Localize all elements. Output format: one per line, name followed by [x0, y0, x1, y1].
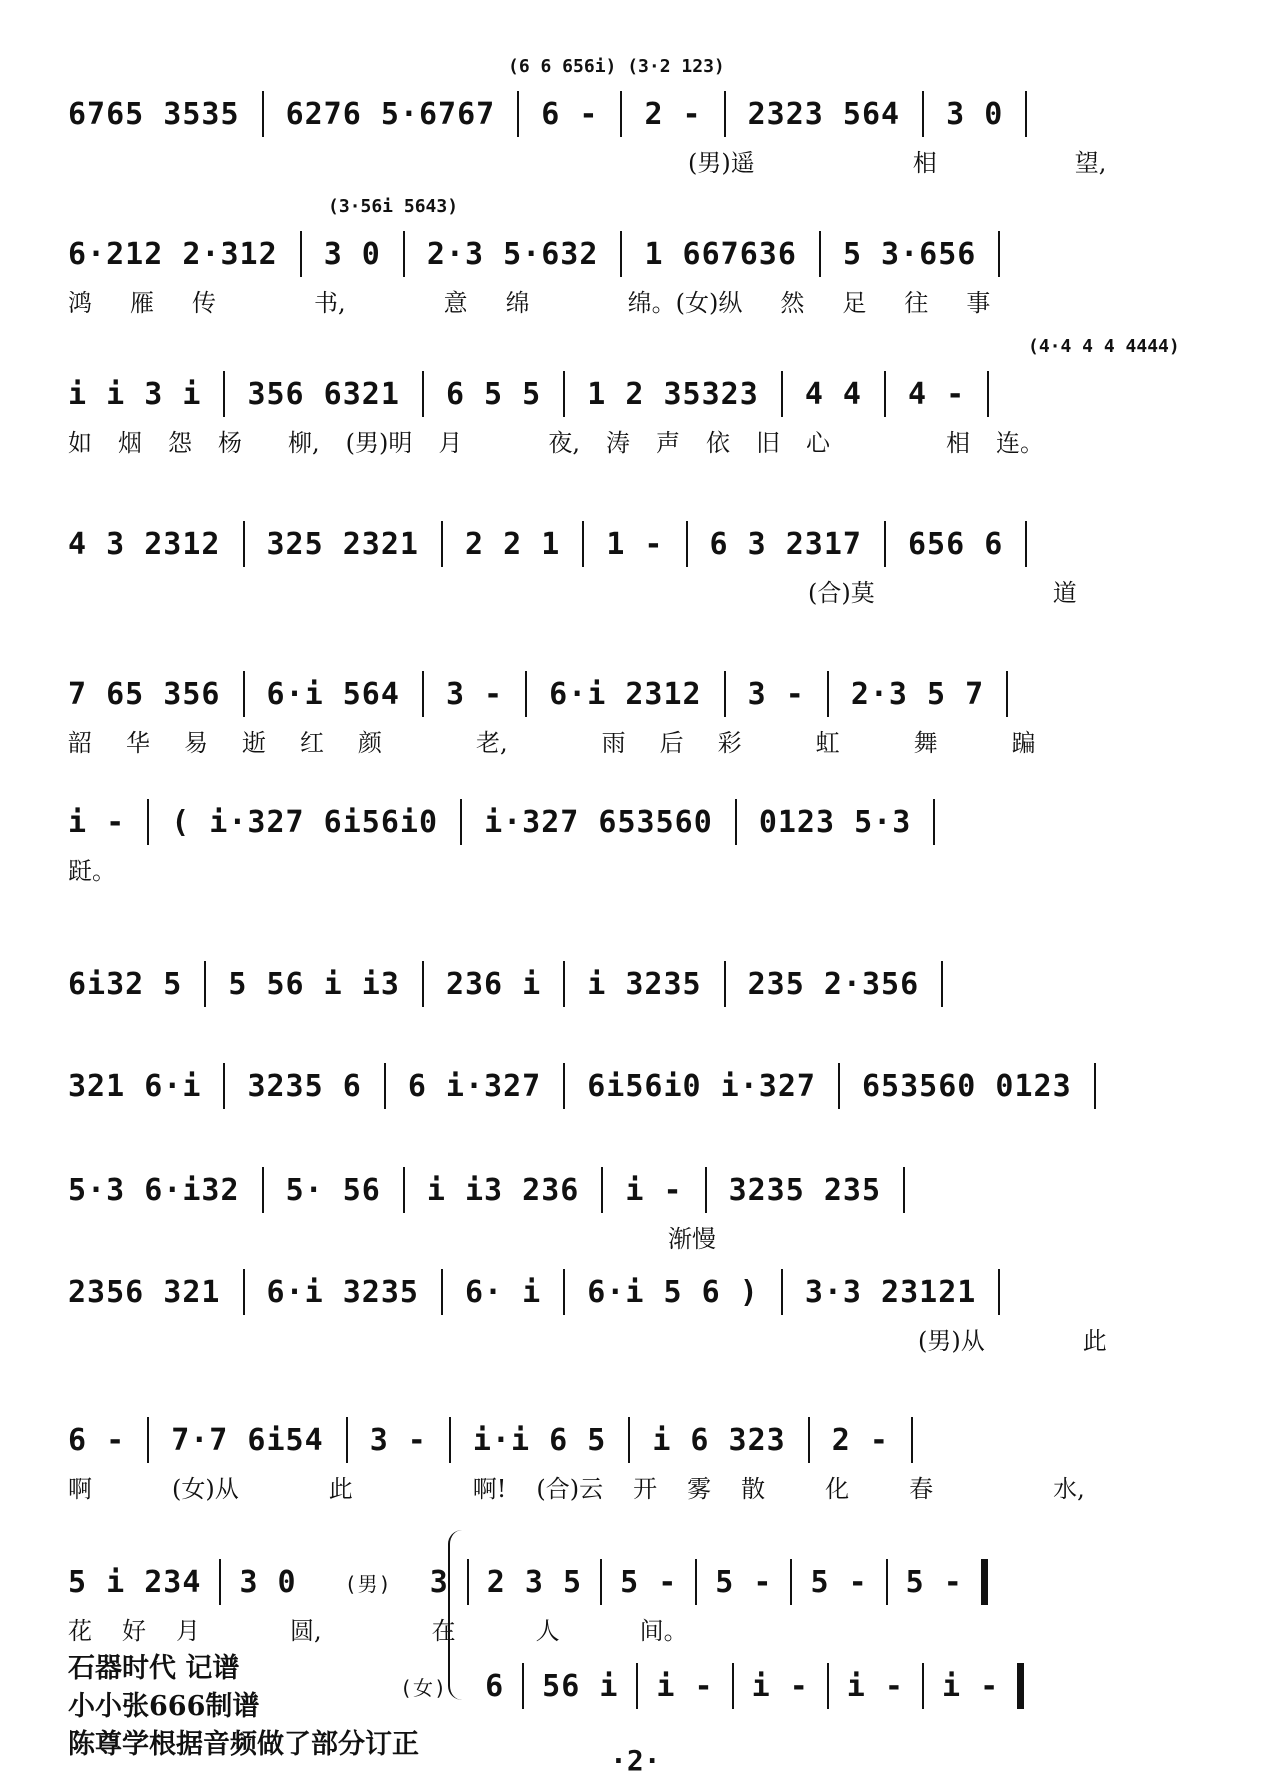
measure: i -	[751, 1668, 809, 1704]
measure: 2 -	[831, 1422, 889, 1458]
measure: 4 -	[908, 376, 966, 412]
bar-line	[219, 1559, 221, 1605]
bar-line	[441, 521, 443, 567]
lyric: 逝	[242, 728, 266, 757]
bar-line	[422, 671, 424, 717]
bar-line	[204, 961, 206, 1007]
bar-line	[911, 1417, 913, 1463]
lyric: (男)从	[918, 1326, 985, 1355]
bar-line	[223, 1063, 225, 1109]
measure: 56 i	[542, 1668, 619, 1704]
bar-line	[522, 1663, 524, 1709]
lyric: 舞	[913, 728, 938, 757]
measure: 656 6	[908, 526, 1004, 562]
bar-line	[808, 1417, 810, 1463]
score-system-9	[68, 1168, 1218, 1264]
bar-line	[724, 91, 726, 137]
lyric: 易	[184, 728, 208, 757]
voice-label-female: (女)	[400, 1675, 448, 1700]
measure: 6·i 2312	[549, 676, 702, 712]
measure: 325 2321	[266, 526, 419, 562]
measure: 2323 564	[747, 96, 901, 132]
lyric: 道	[1052, 578, 1077, 607]
measure: i -	[68, 804, 126, 840]
measure: i·327 653560	[484, 804, 713, 840]
lyric: 散	[741, 1474, 766, 1503]
lyric: 柳,	[288, 428, 320, 457]
lyric: 华	[126, 728, 150, 757]
measure: i 3235	[587, 966, 702, 1002]
measure: 3 0	[323, 236, 381, 272]
measure: 6 -	[541, 96, 599, 132]
measure: 5 -	[905, 1564, 963, 1600]
measure: 4 4	[804, 376, 862, 412]
bar-line	[620, 231, 622, 277]
measure: i -	[941, 1668, 1000, 1704]
measure: 3	[429, 1564, 449, 1600]
lyric: 如	[68, 428, 92, 457]
measure: 7·7 6i54	[171, 1422, 324, 1458]
voice-brace	[448, 1530, 470, 1700]
measure: 5 -	[715, 1564, 773, 1600]
bar-line	[422, 371, 424, 417]
bar-line	[819, 231, 821, 277]
bar-line	[563, 961, 565, 1007]
lyric: (男)明	[345, 428, 413, 457]
measure: 2 3 5	[486, 1564, 583, 1600]
lyric: 往	[904, 288, 929, 317]
voice-label-male: (男)	[344, 1571, 392, 1596]
lyric: 烟	[118, 428, 142, 457]
score-system-12-male	[68, 1560, 1218, 1656]
lyric: 在	[431, 1616, 456, 1645]
lyric: 相	[946, 428, 971, 457]
score-system-5	[68, 672, 1218, 768]
measure: 5 3·656	[842, 236, 977, 272]
final-barline	[981, 1559, 988, 1605]
bar-line	[620, 91, 622, 137]
lyric: 连。	[996, 428, 1045, 457]
lyric: 韶	[68, 728, 92, 757]
lyric: 啊!	[472, 1474, 507, 1503]
lyric: (男)遥	[688, 148, 755, 177]
bar-line	[827, 671, 829, 717]
lyric: 红	[300, 728, 324, 757]
measure: 3 -	[369, 1422, 427, 1458]
bar-line	[223, 371, 225, 417]
measure: 6 5 5	[445, 376, 542, 412]
score-system-10	[68, 1270, 1218, 1366]
bar-line	[300, 231, 302, 277]
measure: 3 0	[946, 96, 1004, 132]
bar-line	[838, 1063, 840, 1109]
lyric: 此	[1082, 1326, 1107, 1355]
lyric: 间。	[639, 1616, 688, 1645]
lyric: 雨	[601, 728, 626, 757]
measure: 5 -	[810, 1564, 868, 1600]
measure: 6i56i0 i·327	[587, 1068, 816, 1104]
measure: 6· i	[465, 1274, 542, 1310]
measure: 2 -	[644, 96, 702, 132]
lyric: 啊	[68, 1474, 92, 1503]
measure: i i 3 i	[68, 376, 202, 412]
lyric: 此	[328, 1474, 353, 1503]
bar-line	[998, 231, 1000, 277]
measure: 6·i 3235	[266, 1274, 419, 1310]
lyric: 书,	[314, 288, 346, 317]
measure: 1 2 35323	[587, 376, 759, 412]
cue-notes: (4·4 4 4 4444)	[1028, 336, 1180, 357]
lyric: 杨	[218, 428, 242, 457]
lyric: 跹。	[68, 856, 116, 885]
lyric: 绵。(女)纵	[627, 288, 743, 317]
measure: 3 -	[445, 676, 504, 712]
bar-line	[563, 1269, 565, 1315]
measure: 6276 5·6767	[285, 96, 496, 132]
lyric: 颜	[358, 728, 382, 757]
measure: 653560 0123	[862, 1068, 1072, 1104]
bar-line	[987, 371, 989, 417]
measure: i -	[656, 1668, 714, 1704]
measure: 5 -	[620, 1564, 678, 1600]
score-system-4	[68, 522, 1218, 618]
bar-line	[449, 1417, 451, 1463]
bar-line	[705, 1167, 707, 1213]
measure: 6·i 564	[266, 676, 400, 712]
measure: 3 -	[747, 676, 805, 712]
credit-line: 石器时代 记谱	[68, 1653, 240, 1684]
bar-line	[147, 1417, 149, 1463]
bar-line	[724, 961, 726, 1007]
bar-line	[243, 671, 245, 717]
lyric: 好	[122, 1616, 146, 1645]
bar-line	[262, 91, 264, 137]
bar-line	[1025, 91, 1027, 137]
lyric: 涛	[606, 428, 631, 457]
credit-line: 陈尊学根据音频做了部分订正	[68, 1729, 419, 1760]
bar-line	[403, 231, 405, 277]
bar-line	[790, 1559, 792, 1605]
measure: 6i32 5	[68, 966, 183, 1002]
bar-line	[884, 371, 886, 417]
measure: ( i·327 6i56i0	[171, 804, 439, 840]
measure: 321 6·i	[68, 1068, 202, 1104]
measure: 1 -	[606, 526, 664, 562]
bar-line	[922, 1663, 924, 1709]
measure: 6 -	[68, 1422, 126, 1458]
measure: 6765 3535	[68, 96, 240, 132]
measure: i 6 323	[652, 1422, 786, 1458]
bar-line	[460, 799, 462, 845]
score-system-3	[68, 336, 1218, 468]
bar-line	[735, 799, 737, 845]
bar-line	[998, 1269, 1000, 1315]
lyric: 圆,	[290, 1616, 322, 1645]
lyric: 花	[68, 1616, 92, 1645]
measure: 3 0	[239, 1564, 297, 1600]
lyric: 水,	[1053, 1474, 1085, 1503]
lyric: 足	[842, 288, 867, 317]
measure: 235 2·356	[747, 966, 920, 1002]
credit-line: 小小张666制谱	[68, 1691, 260, 1722]
score-system-8	[68, 1064, 1218, 1124]
lyric: 雾	[687, 1474, 712, 1503]
lyric: 虹	[815, 728, 840, 757]
lyric: 然	[780, 288, 805, 317]
lyric: (女)从	[172, 1474, 239, 1503]
lyric: 望,	[1074, 148, 1107, 177]
bar-line	[243, 521, 245, 567]
measure: 2·3 5·632	[426, 236, 599, 272]
measure: 2·3 5 7	[850, 676, 985, 712]
bar-line	[600, 1559, 602, 1605]
lyric: 怨	[168, 428, 192, 457]
measure: 0123 5·3	[758, 804, 912, 840]
bar-line	[1094, 1063, 1096, 1109]
lyric: 化	[825, 1474, 850, 1503]
measure: 6·212 2·312	[68, 236, 278, 272]
score-system-7	[68, 962, 1218, 1022]
measure: 3·3 23121	[804, 1274, 977, 1310]
lyric: 绵	[505, 288, 530, 317]
lyric: 人	[535, 1616, 560, 1645]
lyric: 老,	[476, 728, 508, 757]
bar-line	[827, 1663, 829, 1709]
measure: 2 2 1	[465, 526, 561, 562]
lyric: 依	[706, 428, 731, 457]
score-system-6	[68, 800, 1218, 896]
bar-line	[732, 1663, 734, 1709]
bar-line	[886, 1559, 888, 1605]
lyric: 意	[443, 288, 468, 317]
measure: 6 i·327	[407, 1068, 542, 1104]
lyric: 夜,	[548, 428, 581, 457]
bar-line	[884, 521, 886, 567]
bar-line	[1025, 521, 1027, 567]
bar-line	[563, 1063, 565, 1109]
bar-line	[903, 1167, 905, 1213]
lyric: 雁	[130, 288, 154, 317]
bar-line	[724, 671, 726, 717]
lyric: 心	[806, 428, 831, 457]
bar-line	[781, 371, 783, 417]
measure: 1 667636	[644, 236, 797, 272]
bar-line	[941, 961, 943, 1007]
tempo-marking: 渐慢	[668, 1224, 716, 1253]
bar-line	[262, 1167, 264, 1213]
bar-line	[525, 671, 527, 717]
lyric: 开	[633, 1474, 658, 1503]
measure: 3235 6	[247, 1068, 362, 1104]
measure: 6·i 5 6 )	[587, 1274, 759, 1310]
bar-line	[933, 799, 935, 845]
measure: i i3 236	[426, 1172, 580, 1208]
bar-line	[628, 1417, 630, 1463]
measure: 7 65 356	[68, 676, 221, 712]
measure: 4 3 2312	[68, 526, 221, 562]
cue-notes: (6 6 656i) (3·2 123)	[508, 56, 725, 77]
measure: 5·3 6·i32	[68, 1172, 240, 1208]
measure: i -	[846, 1668, 904, 1704]
bar-line	[441, 1269, 443, 1315]
measure: i -	[625, 1172, 683, 1208]
score-system-11	[68, 1418, 1218, 1514]
bar-line	[781, 1269, 783, 1315]
bar-line	[922, 91, 924, 137]
bar-line	[147, 799, 149, 845]
bar-line	[582, 521, 584, 567]
lyric: 月	[438, 428, 463, 457]
measure: 236 i	[445, 966, 542, 1002]
measure: i·i 6 5	[472, 1422, 607, 1458]
lyric: 传	[192, 288, 216, 317]
score-system-2	[68, 196, 1218, 328]
bar-line	[403, 1167, 405, 1213]
bar-line	[517, 91, 519, 137]
lyric: 旧	[756, 428, 781, 457]
measure: 2356 321	[68, 1274, 221, 1310]
lyric: 蹁	[1011, 728, 1036, 757]
lyric: 彩	[717, 728, 742, 757]
measure: 6	[485, 1668, 505, 1704]
bar-line	[695, 1559, 697, 1605]
page-number: ·2·	[610, 1744, 661, 1777]
lyric: 鸿	[68, 288, 92, 317]
lyric: 月	[176, 1616, 200, 1645]
measure: 6 3 2317	[709, 526, 862, 562]
bar-line	[563, 371, 565, 417]
measure: 5 56 i i3	[228, 966, 400, 1002]
bar-line	[384, 1063, 386, 1109]
bar-line	[243, 1269, 245, 1315]
measure: 356 6321	[247, 376, 400, 412]
cue-notes: (3·56i 5643)	[328, 196, 459, 217]
lyric: 春	[909, 1474, 934, 1503]
bar-line	[636, 1663, 638, 1709]
score-system-1	[68, 56, 1218, 188]
bar-line	[601, 1167, 603, 1213]
lyric: 声	[656, 428, 681, 457]
measure: 5· 56	[285, 1172, 381, 1208]
measure: 3235 235	[728, 1172, 882, 1208]
score-system-13-female	[400, 1664, 1218, 1724]
bar-line	[1006, 671, 1008, 717]
final-barline	[1017, 1663, 1024, 1709]
bar-line	[686, 521, 688, 567]
lyric: 后	[659, 728, 684, 757]
bar-line	[422, 961, 424, 1007]
lyric: (合)莫	[808, 578, 875, 607]
bar-line	[346, 1417, 348, 1463]
lyric: 相	[912, 148, 937, 177]
measure: 5 i 234	[68, 1564, 202, 1600]
lyric: (合)云	[536, 1474, 604, 1503]
lyric: 事	[966, 288, 991, 317]
credits	[68, 1650, 419, 1764]
